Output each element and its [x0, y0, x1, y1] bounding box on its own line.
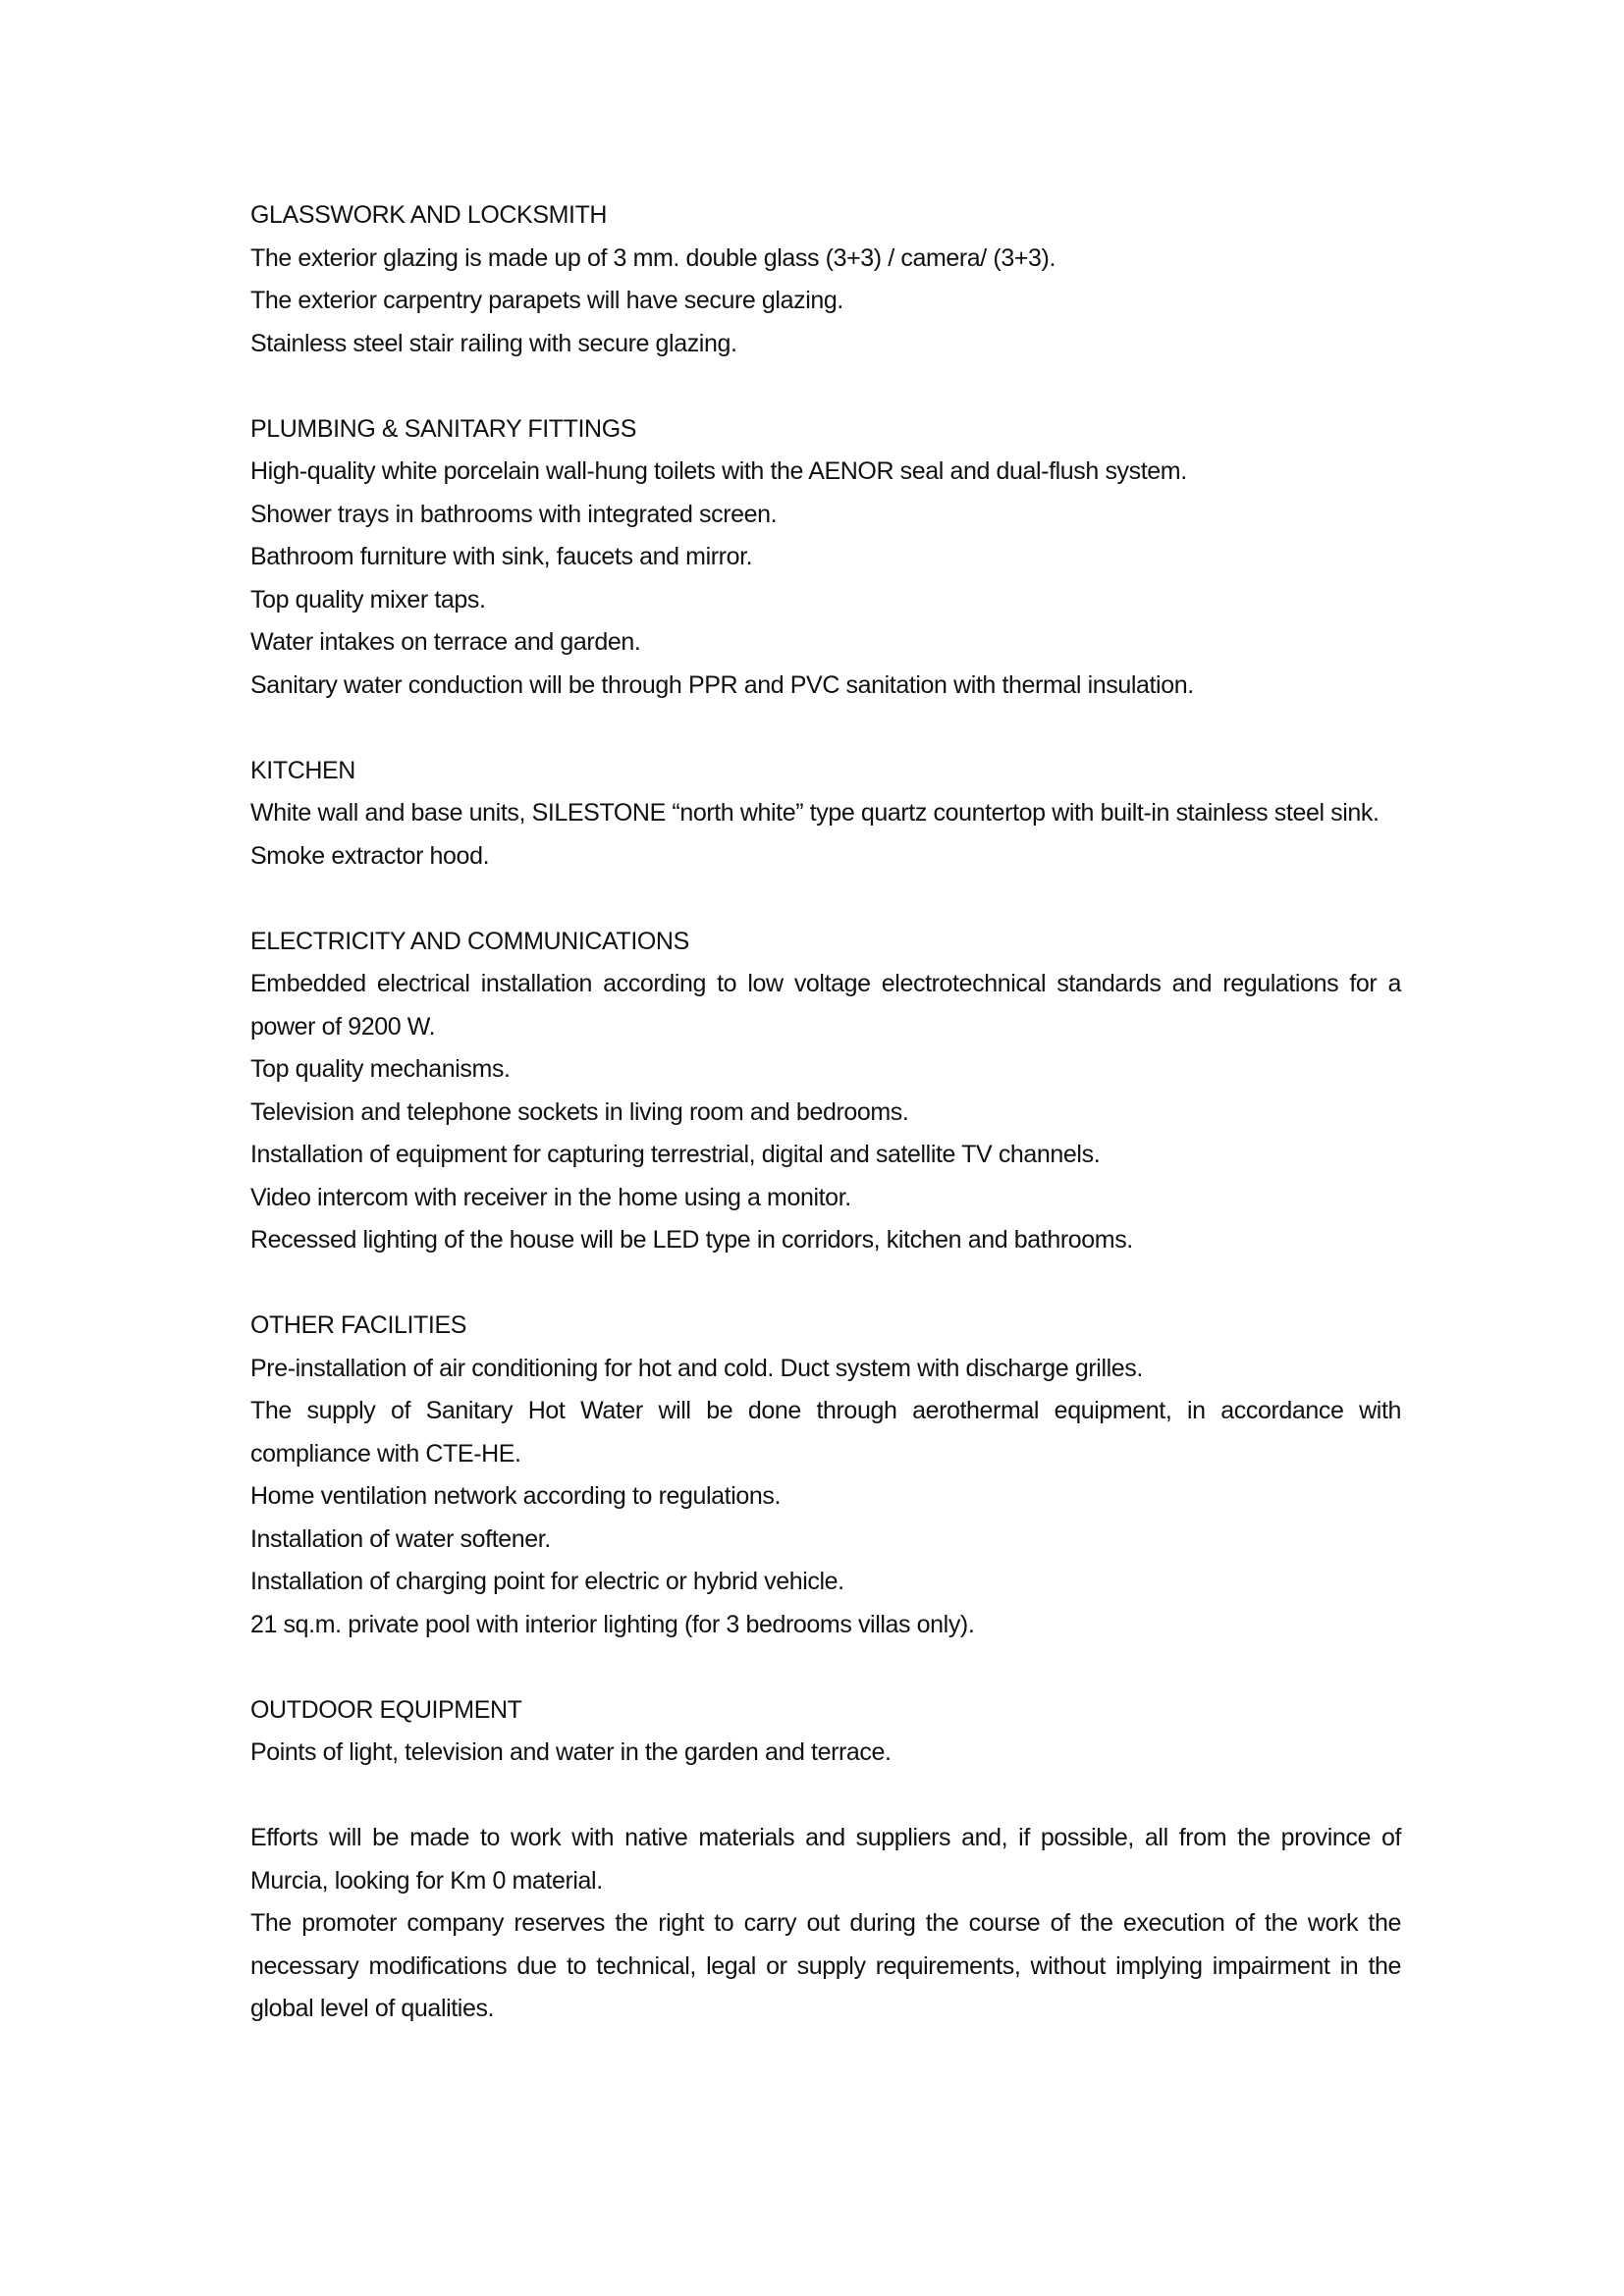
spec-line: Shower trays in bathrooms with integrated screen.: [250, 500, 778, 528]
spec-line: Installation of water softener.: [250, 1524, 551, 1553]
spec-line: The supply of Sanitary Hot Water will be done through aerothermal equipment, in accordance with compliance with CTE-HE.: [250, 1397, 1401, 1468]
document-page: [250, 194, 1401, 2031]
spec-line: Top quality mechanisms.: [250, 1055, 511, 1083]
spec-line: Smoke extractor hood.: [250, 841, 490, 870]
section-heading: ELECTRICITY AND COMMUNICATIONS: [250, 927, 689, 955]
spec-line: Water intakes on terrace and garden.: [250, 628, 641, 656]
spec-line: Installation of equipment for capturing terrestrial, digital and satellite TV channels.: [250, 1141, 1101, 1168]
section-heading: OTHER FACILITIES: [250, 1311, 467, 1339]
spec-line: White wall and base units, SILESTONE “north white” type quartz countertop with built-in stainless steel sink.: [250, 799, 1380, 827]
spec-line: High-quality white porcelain wall-hung toilets with the AENOR seal and dual-flush system.: [250, 457, 1187, 485]
spec-line: Top quality mixer taps.: [250, 585, 486, 614]
spec-line: Home ventilation network according to regulations.: [250, 1482, 782, 1510]
section-electricity: [250, 921, 1401, 1262]
spec-line: Installation of charging point for electric or hybrid vehicle.: [250, 1568, 844, 1595]
section-glasswork: [250, 194, 1401, 365]
spec-line: Bathroom furniture with sink, faucets and mirror.: [250, 543, 753, 570]
spec-line: Embedded electrical installation according to low voltage electrotechnical standards and regulations for a power of 9200 W.: [250, 970, 1401, 1041]
section-heading: OUTDOOR EQUIPMENT: [250, 1695, 522, 1724]
spec-line: The exterior glazing is made up of 3 mm. double glass (3+3) / camera/ (3+3).: [250, 243, 1056, 272]
spec-line: Video intercom with receiver in the home using a monitor.: [250, 1183, 851, 1211]
section-plumbing: [250, 408, 1401, 708]
spec-line: The exterior carpentry parapets will have secure glazing.: [250, 287, 843, 314]
spec-line: Pre-installation of air conditioning for hot and cold. Duct system with discharge grilles.: [250, 1354, 1143, 1382]
section-other-facilities: [250, 1305, 1401, 1646]
section-kitchen: [250, 750, 1401, 879]
spec-line: Stainless steel stair railing with secure glazing.: [250, 329, 737, 357]
section-outdoor-equipment: [250, 1689, 1401, 1775]
spec-line: 21 sq.m. private pool with interior lighting (for 3 bedrooms villas only).: [250, 1610, 975, 1638]
section-heading: GLASSWORK AND LOCKSMITH: [250, 201, 608, 229]
spec-line: Recessed lighting of the house will be LED type in corridors, kitchen and bathrooms.: [250, 1226, 1133, 1254]
closing-notes: [250, 1817, 1401, 2031]
section-heading: PLUMBING & SANITARY FITTINGS: [250, 414, 637, 443]
spec-line: Television and telephone sockets in living room and bedrooms.: [250, 1097, 909, 1126]
spec-line: Sanitary water conduction will be through PPR and PVC sanitation with thermal insulation.: [250, 670, 1194, 699]
spec-line: Points of light, television and water in the garden and terrace.: [250, 1738, 892, 1766]
section-heading: KITCHEN: [250, 756, 355, 784]
closing-paragraph: Efforts will be made to work with native materials and suppliers and, if possible, all from the province of Murcia, looking for Km 0 material.: [250, 1824, 1401, 1895]
closing-paragraph: The promoter company reserves the right to carry out during the course of the execution of the work the necessary modifications due to technical, legal or supply requirements, without implying impairment in the global level of qualities.: [250, 1909, 1401, 2022]
